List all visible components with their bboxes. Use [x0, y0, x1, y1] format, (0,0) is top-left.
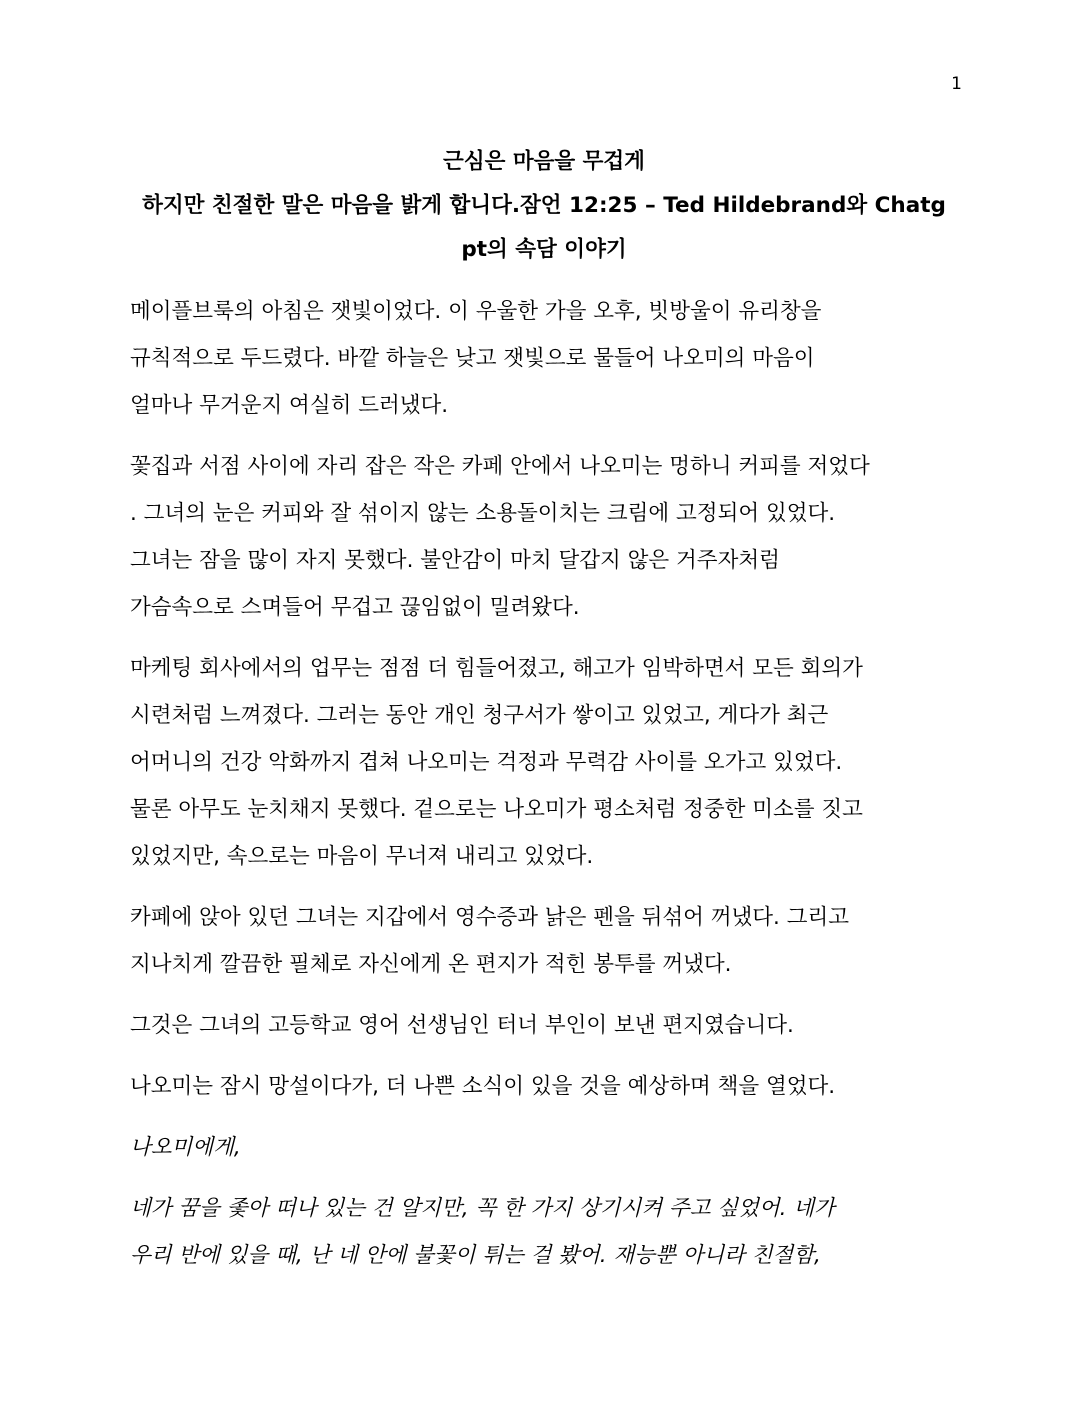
letter-paragraph	[130, 1185, 965, 1279]
text-line: 가슴속으로 스며들어 무겁고 끊임없이 밀려왔다.	[130, 595, 580, 620]
letter-salutation	[130, 1124, 965, 1171]
text-line: 있었지만, 속으로는 마음이 무너져 내리고 있었다.	[130, 844, 594, 869]
text-line: 네가 꿈을 좇아 떠나 있는 건 알지만, 꼭 한 가지 상기시켜 주고 싶었어. 네가	[130, 1196, 835, 1221]
paragraph	[130, 1002, 965, 1049]
document-title	[110, 140, 978, 272]
text-line: 지나치게 깔끔한 필체로 자신에게 온 편지가 적힌 봉투를 꺼냈다.	[130, 952, 732, 977]
title-line: 근심은 마음을 무겁게	[443, 149, 645, 174]
paragraph	[130, 894, 965, 988]
text-line: 나오미는 잠시 망설이다가, 더 나쁜 소식이 있을 것을 예상하며 책을 열었다.	[130, 1074, 836, 1099]
document-body	[130, 288, 965, 1293]
text-line: 얼마나 무거운지 여실히 드러냈다.	[130, 393, 449, 418]
text-line: 우리 반에 있을 때, 난 네 안에 불꽃이 튀는 걸 봤어. 재능뿐 아니라 친절함,	[130, 1243, 821, 1268]
text-line: 물론 아무도 눈치채지 못했다. 겉으로는 나오미가 평소처럼 정중한 미소를 짓고	[130, 797, 863, 822]
text-line: 규칙적으로 두드렸다. 바깥 하늘은 낮고 잿빛으로 물들어 나오미의 마음이	[130, 346, 815, 371]
text-line: 꽃집과 서점 사이에 자리 잡은 작은 카페 안에서 나오미는 멍하니 커피를 저었다	[130, 454, 870, 479]
paragraph	[130, 1063, 965, 1110]
page-number: 1	[951, 74, 962, 94]
title-line: pt의 속담 이야기	[461, 237, 627, 262]
text-line: 카페에 앉아 있던 그녀는 지갑에서 영수증과 낡은 펜을 뒤섞어 꺼냈다. 그리고	[130, 905, 850, 930]
text-line: 마케팅 회사에서의 업무는 점점 더 힘들어졌고, 해고가 임박하면서 모든 회의가	[130, 656, 863, 681]
text-line: 메이플브룩의 아침은 잿빛이었다. 이 우울한 가을 오후, 빗방울이 유리창을	[130, 299, 822, 324]
text-line: 나오미에게,	[130, 1135, 241, 1160]
text-line: 그것은 그녀의 고등학교 영어 선생님인 터너 부인이 보낸 편지였습니다.	[130, 1013, 794, 1038]
text-line: 어머니의 건강 악화까지 겹쳐 나오미는 걱정과 무력감 사이를 오가고 있었다.	[130, 750, 843, 775]
text-line: . 그녀의 눈은 커피와 잘 섞이지 않는 소용돌이치는 크림에 고정되어 있었다.	[130, 501, 836, 526]
paragraph	[130, 288, 965, 429]
paragraph	[130, 443, 965, 631]
text-line: 그녀는 잠을 많이 자지 못했다. 불안감이 마치 달갑지 않은 거주자처럼	[130, 548, 780, 573]
text-line: 시련처럼 느껴졌다. 그러는 동안 개인 청구서가 쌓이고 있었고, 게다가 최근	[130, 703, 829, 728]
title-line: 하지만 친절한 말은 마음을 밝게 합니다.잠언 12:25 – Ted Hildebrand와 Chatg	[142, 193, 946, 218]
paragraph	[130, 645, 965, 880]
